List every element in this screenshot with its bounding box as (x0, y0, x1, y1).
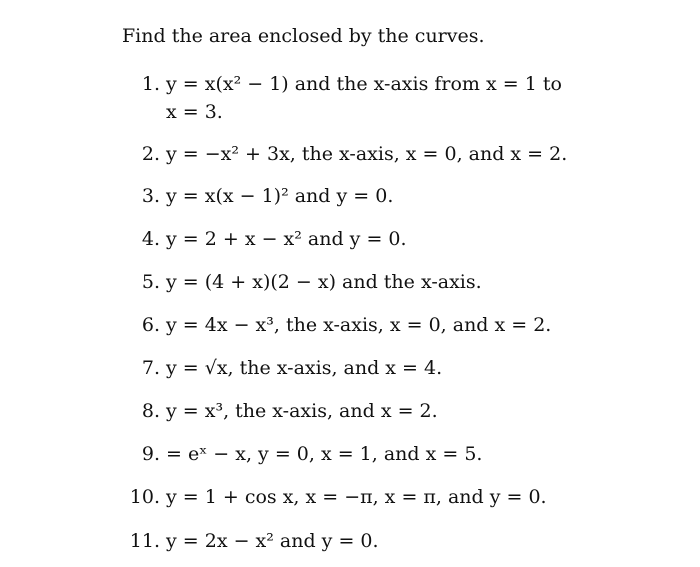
instructions-heading: Find the area enclosed by the curves. (122, 25, 485, 47)
problem-number: 2. (141, 143, 160, 165)
problem-text: y = 4x − x³, the x-axis, x = 0, and x = 2. (166, 314, 552, 336)
problem-number: 4. (141, 228, 160, 250)
problem-number: 8. (141, 400, 160, 422)
problem-text: y = x³, the x-axis, and x = 2. (166, 400, 438, 422)
problem-text-continuation: x = 3. (166, 101, 223, 123)
problem-number: 3. (141, 185, 160, 207)
problem-number: 10. (129, 486, 160, 508)
problem-text: y = √x, the x-axis, and x = 4. (166, 357, 443, 379)
problem-text: y = x(x² − 1) and the x-axis from x = 1 to (166, 73, 562, 95)
problem-number: 1. (141, 73, 160, 95)
problem-text: y = 1 + cos x, x = −π, x = π, and y = 0. (166, 486, 547, 508)
problem-text: y = (4 + x)(2 − x) and the x-axis. (166, 271, 482, 293)
problem-number: 9. (141, 443, 160, 465)
problem-number: 11. (129, 530, 160, 552)
problem-text: = eˣ − x, y = 0, x = 1, and x = 5. (166, 443, 483, 465)
problem-number: 7. (141, 357, 160, 379)
problem-number: 5. (141, 271, 160, 293)
problem-text: y = −x² + 3x, the x-axis, x = 0, and x = 2. (166, 143, 568, 165)
problem-text: y = 2x − x² and y = 0. (166, 530, 379, 552)
problem-text: y = x(x − 1)² and y = 0. (166, 185, 394, 207)
problem-number: 6. (141, 314, 160, 336)
problem-text: y = 2 + x − x² and y = 0. (166, 228, 407, 250)
